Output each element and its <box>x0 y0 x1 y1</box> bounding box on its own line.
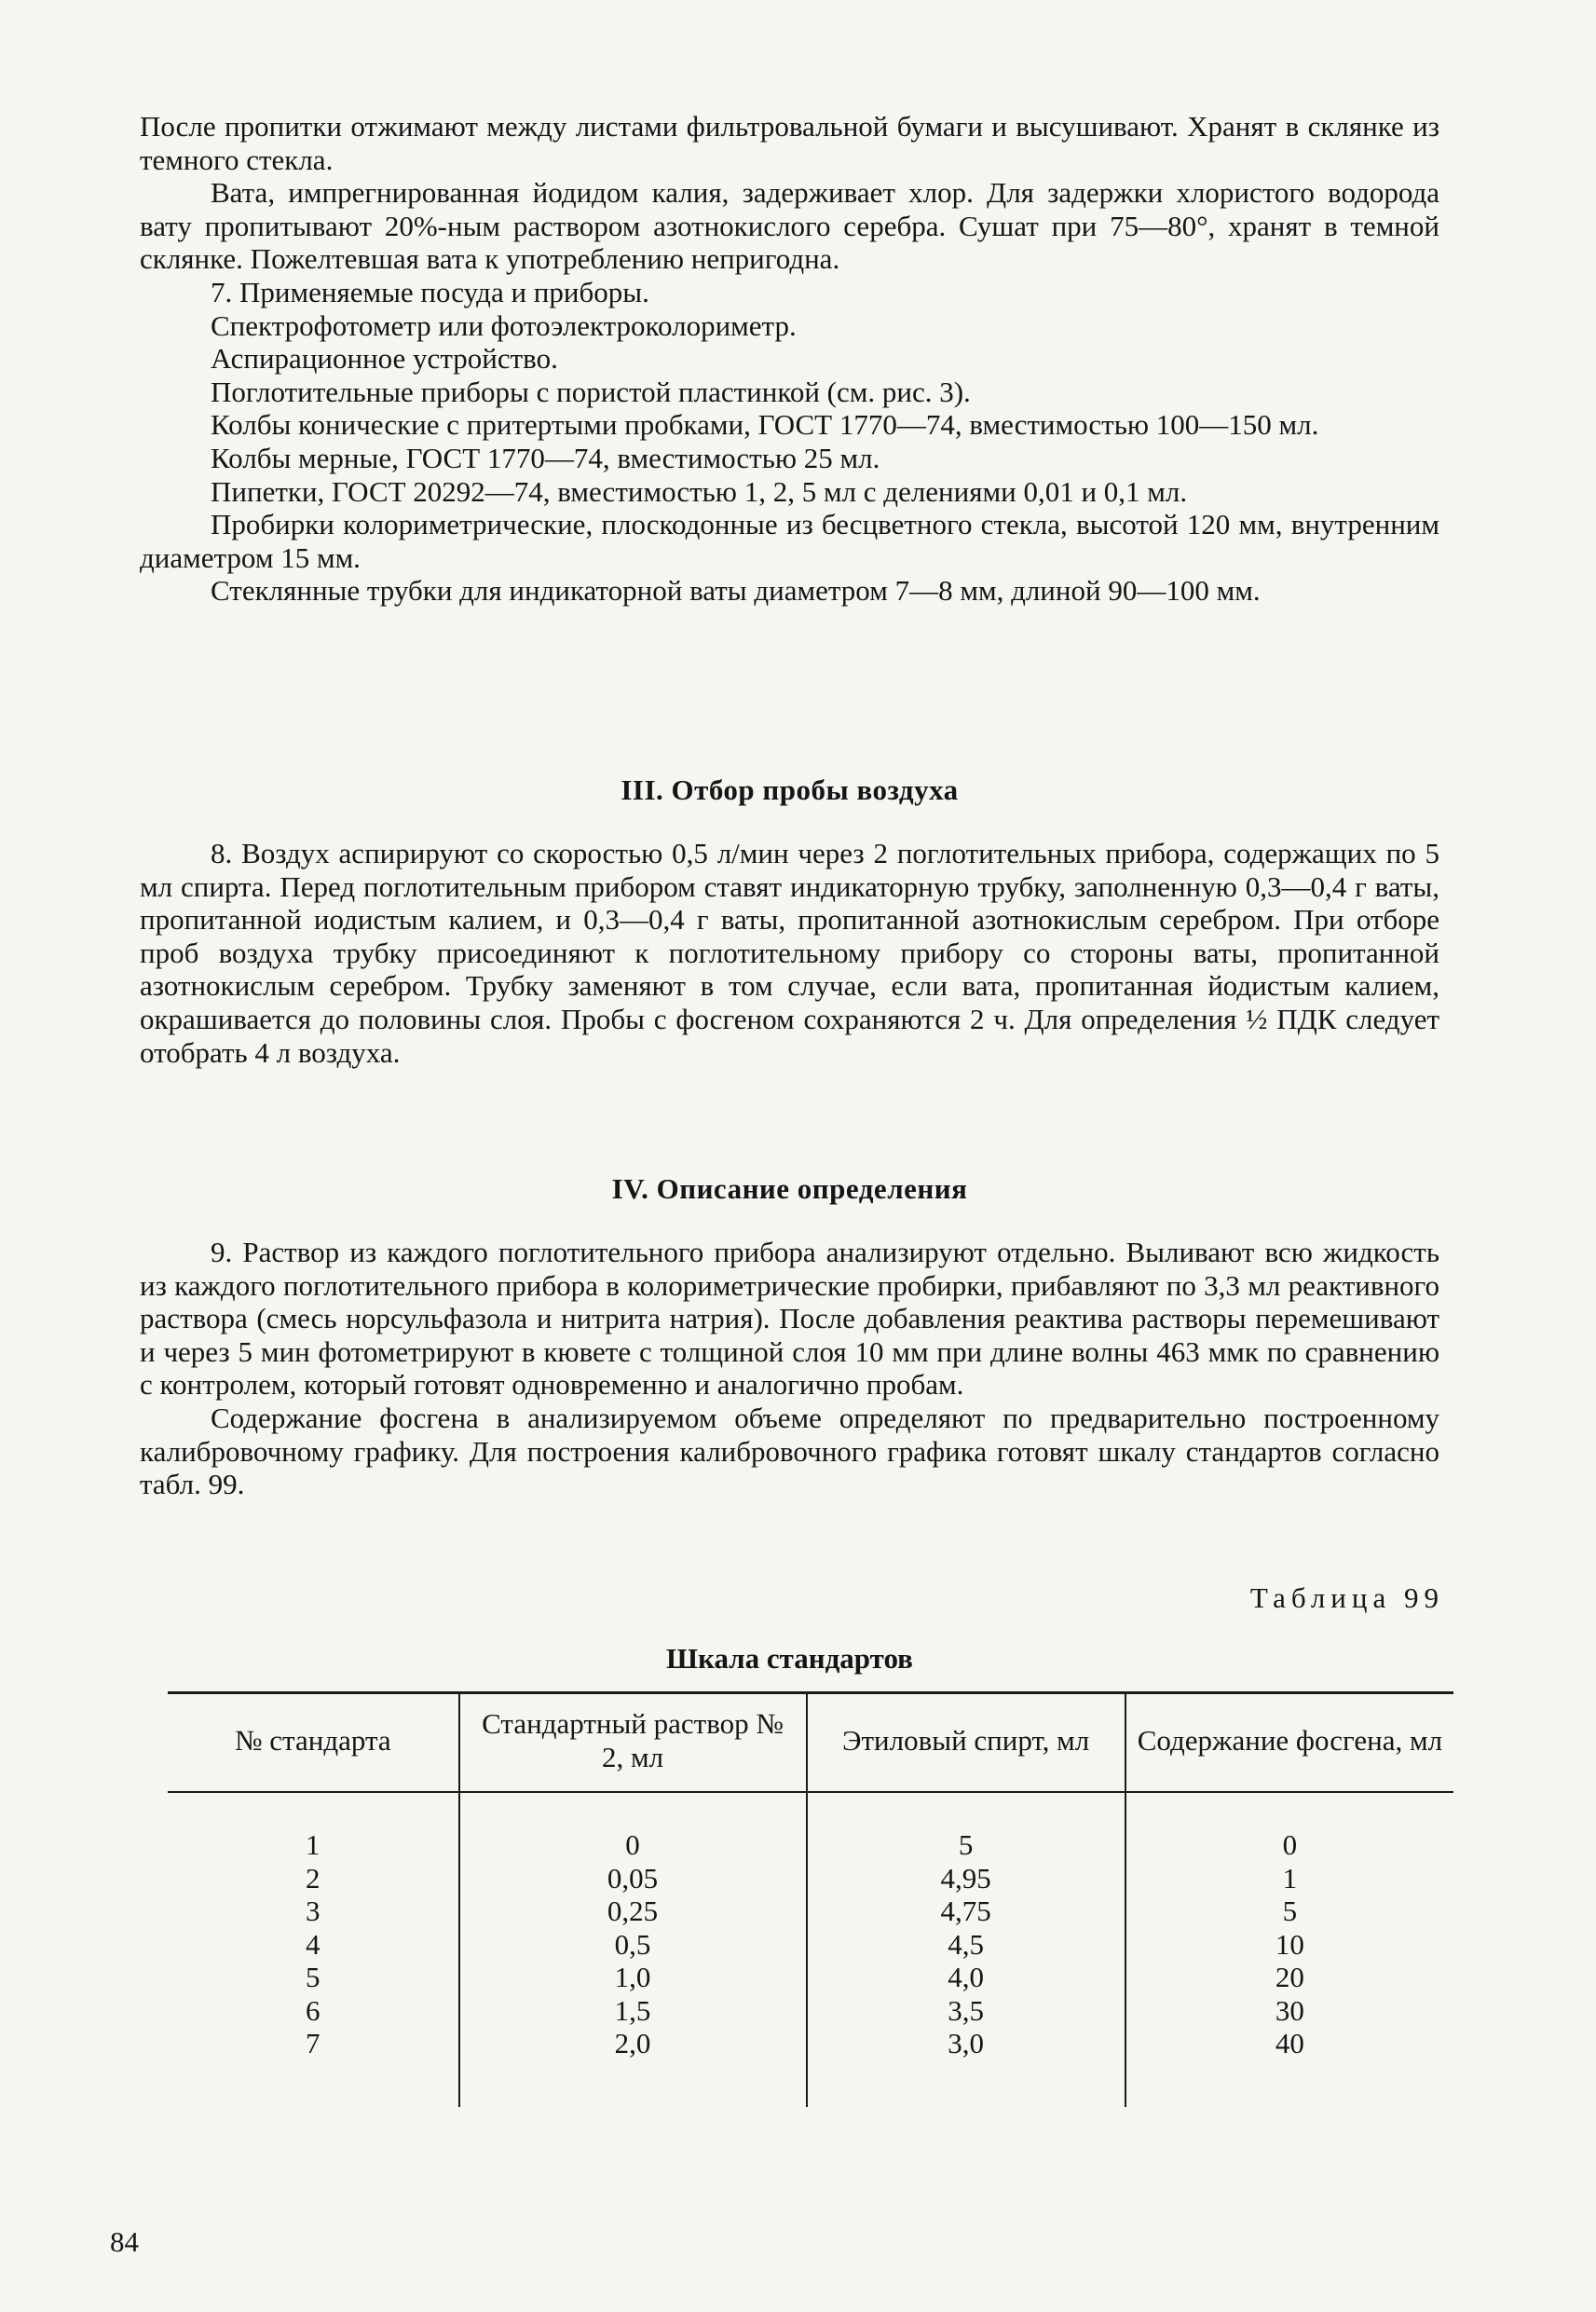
table-cell: 2 <box>306 1861 321 1895</box>
table-cell: 0 <box>1282 1828 1298 1861</box>
paragraph: Пробирки колориметрические, плоскодонные из бесцветного стекла, высотой 120 мм, внутренним диаметром 15 мм. <box>140 508 1439 574</box>
paragraph: Пипетки, ГОСТ 20292—74, вместимостью 1, 2, 5 мл с делениями 0,01 и 0,1 мл. <box>211 474 1188 508</box>
table-cell: 5 <box>1282 1895 1298 1927</box>
table-cell: 4,95 <box>940 1861 991 1895</box>
table-title: Шкала стандартов <box>666 1642 913 1675</box>
table-cell: 10 <box>1275 1927 1304 1961</box>
standards-table <box>168 1691 1453 2107</box>
paragraph: После пропитки отжимают между листами фильтровальной бумаги и высушивают. Хранят в склянке из темного стекла. <box>140 110 1439 176</box>
table-cell: 3,0 <box>948 2027 985 2059</box>
table-cell: 1 <box>306 1828 321 1861</box>
table-cell: 1,5 <box>614 1993 651 2027</box>
table-cell: 30 <box>1275 1993 1304 2027</box>
paragraph: Колбы мерные, ГОСТ 1770—74, вместимостью 25 мл. <box>211 441 880 474</box>
table-cell: 4,5 <box>948 1927 985 1961</box>
paragraph: Поглотительные приборы с пористой пластинкой (см. рис. 3). <box>211 375 971 408</box>
ethanol-column <box>807 1792 1125 2107</box>
table-cell: 4,0 <box>948 1961 985 1993</box>
table-cell: 1 <box>1282 1861 1298 1895</box>
column-header: Этиловый спирт, мл <box>807 1693 1125 1793</box>
paragraph: 8. Воздух аспирируют со скоростью 0,5 л/мин через 2 поглотительных прибора, содержащих по 5 мл спирта. Перед поглотительным прибором ставят индикаторную трубку, заполненную 0,3—0,4 г ваты, пропитанной иодистым калием, и 0,3—0,4 г ваты, пропитанной азотнокислым серебром. При отборе проб воздуха трубку присоединяют к поглотительному прибору со стороны ваты, пропитанной азотнокислым серебром. Трубку заменяют в том случае, если вата, пропитанная йодистым калием, окрашивается до половины слоя. Пробы с фосгеном сохраняются 2 ч. Для определения ½ ПДК следует отобрать 4 л воздуха. <box>140 837 1439 1069</box>
table-cell: 4,75 <box>940 1895 991 1927</box>
paragraph: Аспирационное устройство. <box>211 342 558 376</box>
phosgene-content-column <box>1125 1792 1453 2107</box>
table-cell: 0,25 <box>607 1895 659 1927</box>
section-heading: IV. Описание определения <box>611 1172 968 1205</box>
standard-number-column <box>168 1792 459 2107</box>
page-number: 84 <box>110 2225 139 2258</box>
table-cell: 0,05 <box>607 1861 659 1895</box>
table-cell: 5 <box>306 1961 321 1993</box>
table-cell: 0,5 <box>614 1927 651 1961</box>
paragraph: Содержание фосгена в анализируемом объеме определяют по предварительно построенному калибровочному графику. Для построения калибровочного графика готовят шкалу стандартов согласно табл. 99. <box>140 1401 1439 1501</box>
table-body-row <box>168 1792 1453 2107</box>
section3-body <box>140 837 1439 1069</box>
table-cell: 2,0 <box>614 2027 651 2059</box>
table-cell: 4 <box>306 1927 321 1961</box>
table-header-row <box>168 1693 1453 1793</box>
section-heading: III. Отбор пробы воздуха <box>621 773 959 806</box>
paragraph: Колбы конические с притертыми пробками, ГОСТ 1770—74, вместимостью 100—150 мл. <box>211 408 1319 442</box>
table-cell: 0 <box>625 1828 640 1861</box>
table-cell: 1,0 <box>614 1961 651 1993</box>
paragraph: Спектрофотометр или фотоэлектроколориметр. <box>211 308 797 342</box>
paragraph: 9. Раствор из каждого поглотительного прибора анализируют отдельно. Выливают всю жидкость из каждого поглотительного прибора в колориметрические пробирки, прибавляют по 3,3 мл реактивного раствора (смесь норсульфазола и нитрита натрия). После добавления реактива растворы перемешивают и через 5 мин фотометрируют в кювете с толщиной слоя 10 мм при длине волны 463 ммк по сравнению с контролем, который готовят одновременно и аналогично пробам. <box>140 1236 1439 1402</box>
paragraph: Вата, импрегнированная йодидом калия, задерживает хлор. Для задержки хлористого водорода вату пропитывают 20%-ным раствором азотнокислого серебра. Сушат при 75—80°, хранят в темной склянке. Пожелтевшая вата к употреблению непригодна. <box>140 176 1439 276</box>
paragraph: 7. Применяемые посуда и приборы. <box>211 275 649 308</box>
paragraph: Стеклянные трубки для индикаторной ваты диаметром 7—8 мм, длиной 90—100 мм. <box>211 574 1261 608</box>
column-header: Содержание фосгена, мл <box>1125 1693 1453 1793</box>
table-cell: 3,5 <box>948 1993 985 2027</box>
table-cell: 7 <box>306 2027 321 2059</box>
body-text-top <box>140 110 1439 608</box>
table-cell: 5 <box>958 1828 974 1861</box>
table-label: Таблица 99 <box>1249 1581 1444 1614</box>
table-cell: 3 <box>306 1895 321 1927</box>
table-cell: 20 <box>1275 1961 1304 1993</box>
column-header: № стандарта <box>168 1693 459 1793</box>
section4-body <box>140 1236 1439 1501</box>
standard-solution-column <box>459 1792 807 2107</box>
table-cell: 6 <box>306 1993 321 2027</box>
table-cell: 40 <box>1275 2027 1304 2059</box>
column-header: Стандартный раствор № 2, мл <box>459 1693 807 1793</box>
